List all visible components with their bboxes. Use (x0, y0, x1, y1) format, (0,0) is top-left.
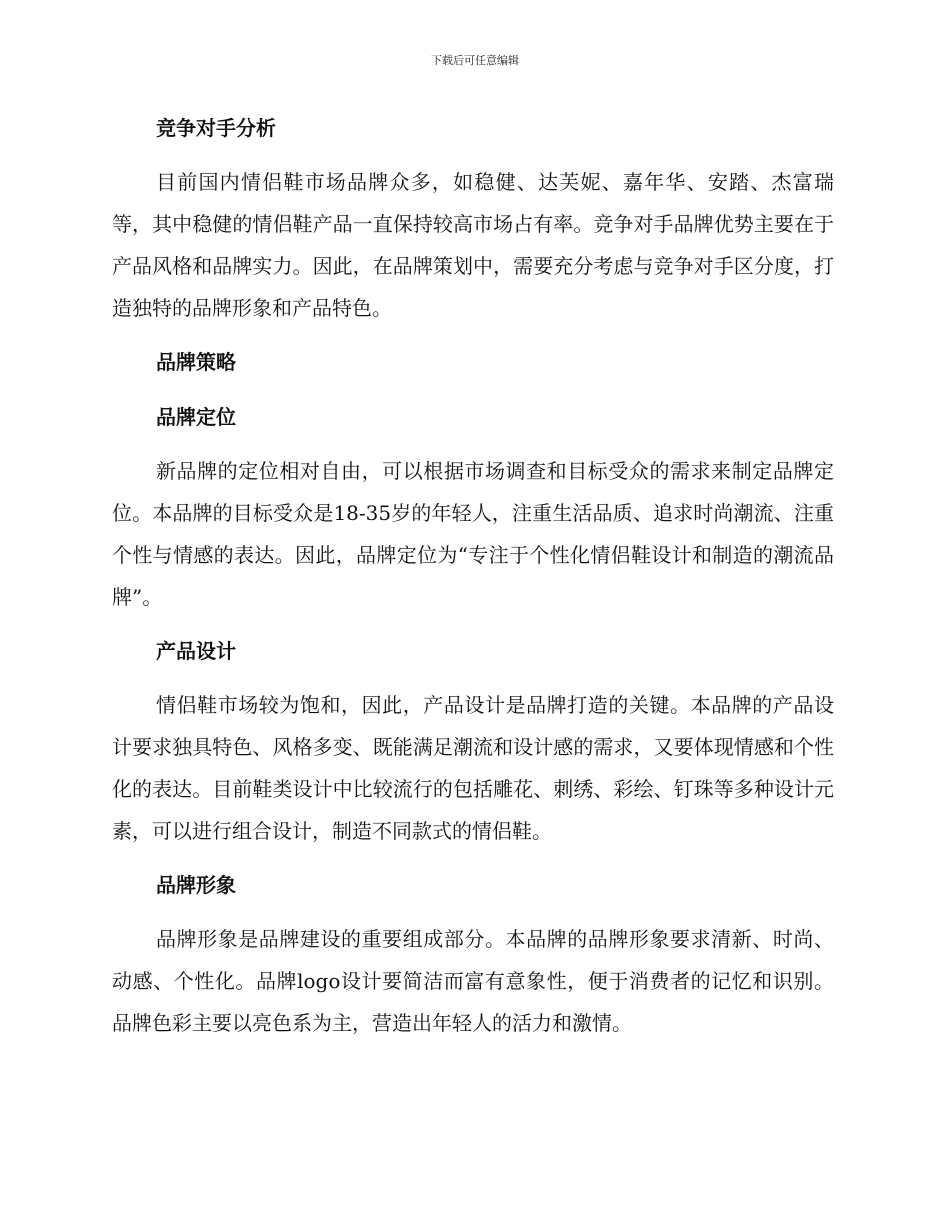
document-body (112, 108, 834, 1044)
page-header: 下载后可任意编辑 (431, 54, 519, 67)
paragraph-brand-image: 品牌形象是品牌建设的重要组成部分。本品牌的品牌形象要求清新、时尚、动感、个性化。品牌logo设计要简洁而富有意象性，便于消费者的记忆和识别。品牌色彩主要以亮色系为主，营造出年轻人的活力和激情。 (112, 927, 834, 1035)
paragraph-product-design: 情侣鞋市场较为饱和，因此，产品设计是品牌打造的关键。本品牌的产品设计要求独具特色、风格多变、既能满足潮流和设计感的需求，又要体现情感和个性化的表达。目前鞋类设计中比较流行的包括雕花、刺绣、彩绘、钉珠等多种设计元素，可以进行组合设计，制造不同款式的情侣鞋。 (112, 693, 834, 843)
section-heading-competitor-analysis: 竞争对手分析 (156, 116, 276, 140)
paragraph-competitor-analysis: 目前国内情侣鞋市场品牌众多，如稳健、达芙妮、嘉年华、安踏、杰富瑞等，其中稳健的情侣鞋产品一直保持较高市场占有率。竞争对手品牌优势主要在于产品风格和品牌实力。因此，在品牌策划中，需要充分考虑与竞争对手区分度，打造独特的品牌形象和产品特色。 (112, 170, 834, 320)
section-heading-product-design: 产品设计 (156, 639, 236, 663)
section-heading-brand-positioning: 品牌定位 (156, 405, 236, 429)
section-heading-brand-strategy: 品牌策略 (156, 350, 236, 374)
paragraph-brand-positioning: 新品牌的定位相对自由，可以根据市场调查和目标受众的需求来制定品牌定位。本品牌的目标受众是18-35岁的年轻人，注重生活品质、追求时尚潮流、注重个性与情感的表达。因此，品牌定位为“专注于个性化情侣鞋设计和制造的潮流品牌”。 (112, 459, 834, 609)
section-heading-brand-image: 品牌形象 (156, 873, 236, 897)
